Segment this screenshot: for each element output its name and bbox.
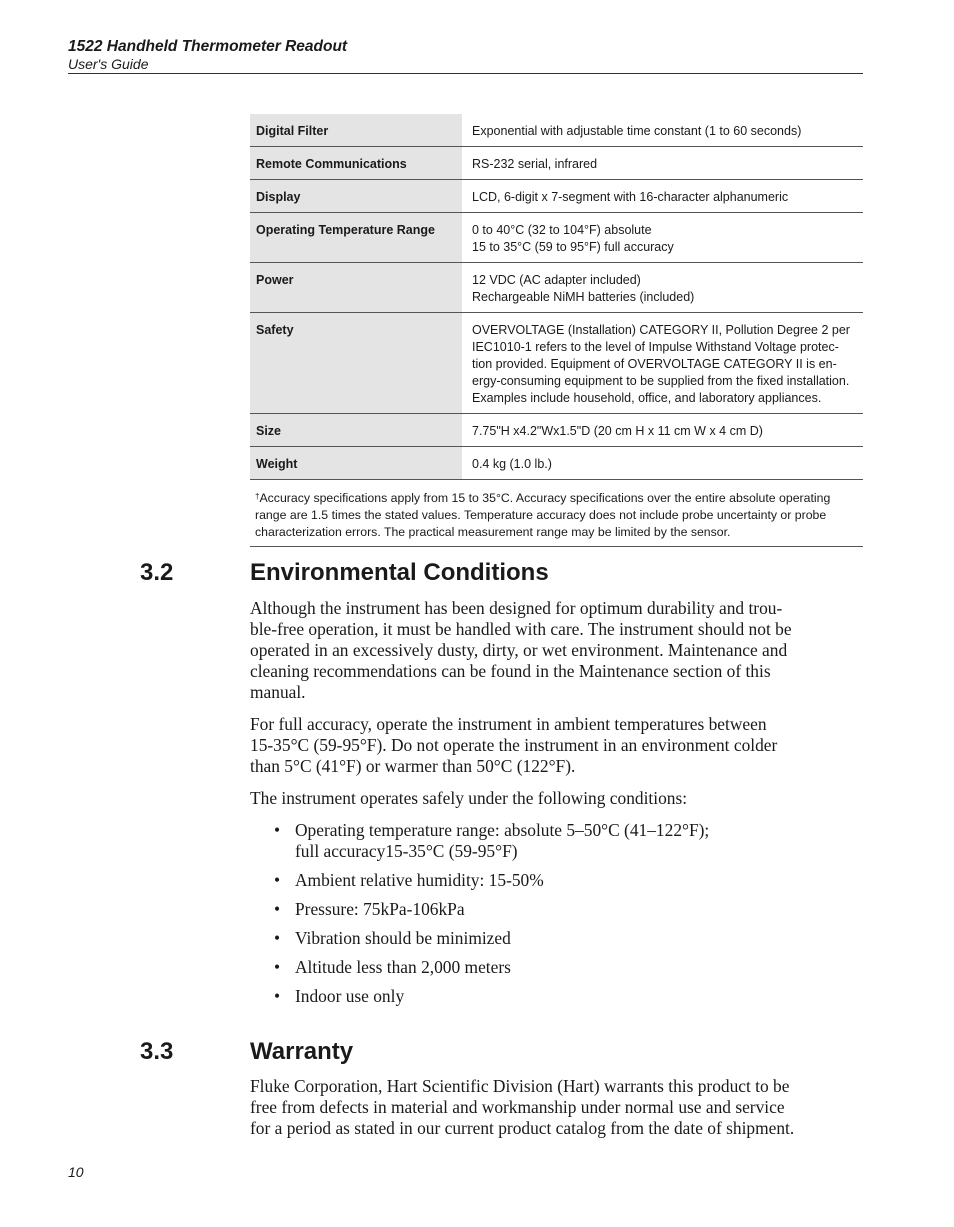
paragraph	[250, 714, 862, 777]
spec-row	[250, 213, 863, 263]
paragraph	[250, 598, 862, 703]
list-item	[250, 928, 862, 949]
spec-row	[250, 180, 863, 213]
spec-key: Safety	[250, 313, 462, 414]
bullet-icon: •	[274, 986, 281, 1006]
list-item-line: Indoor use only	[295, 986, 405, 1006]
paragraph-line: operated in an excessively dusty, dirty, or wet environment. Maintenance and	[250, 640, 788, 660]
list-item-line: Altitude less than 2,000 meters	[295, 957, 511, 977]
paragraph-line: manual.	[250, 682, 306, 702]
paragraph-line: free from defects in material and workmanship under normal use and service	[250, 1097, 785, 1117]
spec-value	[462, 447, 863, 480]
spec-value-line: LCD, 6-digit x 7-segment with 16-character alphanumeric	[472, 190, 789, 204]
spec-value-line: IEC1010-1 refers to the level of Impulse Withstand Voltage protec-	[472, 340, 839, 354]
spec-key: Size	[250, 414, 462, 447]
spec-key: Weight	[250, 447, 462, 480]
spec-row	[250, 263, 863, 313]
list-item-line: Operating temperature range: absolute 5–50°C (41–122°F);	[295, 820, 710, 840]
spec-row	[250, 414, 863, 447]
section-title: Warranty	[250, 1038, 354, 1065]
spec-row	[250, 147, 863, 180]
spec-value-line: 7.75"H x4.2"Wx1.5"D (20 cm H x 11 cm W x 4 cm D)	[472, 424, 763, 438]
list-item	[250, 820, 862, 862]
spec-value	[462, 414, 863, 447]
spec-row	[250, 313, 863, 414]
specifications-table-body	[250, 114, 863, 547]
paragraph-line: Although the instrument has been designed for optimum durability and trou-	[250, 598, 783, 618]
spec-footnote	[250, 480, 863, 547]
list-item	[250, 899, 862, 920]
spec-key: Display	[250, 180, 462, 213]
spec-row	[250, 114, 863, 147]
footnote-line: Accuracy specifications apply from 15 to 35°C. Accuracy specifications over the entire absolute operating	[259, 491, 831, 505]
spec-row	[250, 447, 863, 480]
section-number: 3.3	[140, 1038, 174, 1065]
spec-value-line: Examples include household, office, and laboratory appliances.	[472, 391, 822, 405]
paragraph-line: for a period as stated in our current product catalog from the date of shipment.	[250, 1118, 795, 1138]
paragraph-line: 15-35°C (59-95°F). Do not operate the instrument in an environment colder	[250, 735, 778, 755]
list-item-line: Vibration should be minimized	[295, 928, 511, 948]
spec-value-line: RS-232 serial, infrared	[472, 157, 598, 171]
page-number: 10	[68, 1164, 84, 1180]
warranty-paragraphs	[250, 1076, 862, 1139]
list-item-line: full accuracy15-35°C (59-95°F)	[295, 841, 518, 861]
spec-value-line: Rechargeable NiMH batteries (included)	[472, 290, 695, 304]
page-header	[68, 37, 863, 74]
paragraph-line: For full accuracy, operate the instrument in ambient temperatures between	[250, 714, 767, 734]
list-item	[250, 870, 862, 891]
spec-value	[462, 114, 863, 147]
spec-value	[462, 263, 863, 313]
list-item-line: Pressure: 75kPa-106kPa	[295, 899, 465, 919]
document-subtitle: User's Guide	[68, 56, 149, 72]
spec-value-line: 15 to 35°C (59 to 95°F) full accuracy	[472, 240, 674, 254]
spec-value	[462, 180, 863, 213]
spec-key: Remote Communications	[250, 147, 462, 180]
paragraph	[250, 788, 862, 809]
section-title: Environmental Conditions	[250, 559, 549, 586]
spec-value	[462, 213, 863, 263]
footnote-line: characterization errors. The practical measurement range may be limited by the sensor.	[255, 525, 731, 539]
paragraph-line: cleaning recommendations can be found in the Maintenance section of this	[250, 661, 771, 681]
paragraph-line: The instrument operates safely under the following conditions:	[250, 788, 688, 808]
list-item-line: Ambient relative humidity: 15-50%	[295, 870, 544, 890]
spec-footnote-row	[250, 480, 863, 547]
spec-value-line: tion provided. Equipment of OVERVOLTAGE CATEGORY II is en-	[472, 357, 837, 371]
environmental-section-body	[250, 598, 862, 1015]
spec-value	[462, 147, 863, 180]
spec-key: Operating Temperature Range	[250, 213, 462, 263]
spec-value-line: Exponential with adjustable time constant (1 to 60 seconds)	[472, 124, 802, 138]
spec-value-line: ergy-consuming equipment to be supplied from the fixed installation.	[472, 374, 850, 388]
section-number: 3.2	[140, 559, 174, 586]
environmental-conditions-list	[250, 820, 862, 1007]
specifications-table	[250, 114, 863, 547]
bullet-icon: •	[274, 870, 281, 890]
spec-value-line: 12 VDC (AC adapter included)	[472, 273, 641, 287]
list-item	[250, 986, 862, 1007]
bullet-icon: •	[274, 820, 281, 840]
spec-value-line: 0.4 kg (1.0 lb.)	[472, 457, 552, 471]
warranty-section-body	[250, 1076, 862, 1150]
spec-key: Digital Filter	[250, 114, 462, 147]
paragraph-line: than 5°C (41°F) or warmer than 50°C (122°F).	[250, 756, 576, 776]
bullet-icon: •	[274, 899, 281, 919]
footnote-line: range are 1.5 times the stated values. Temperature accuracy does not include probe uncertainty or probe	[255, 508, 827, 522]
document-title: 1522 Handheld Thermometer Readout	[68, 38, 348, 55]
bullet-icon: •	[274, 957, 281, 977]
spec-key: Power	[250, 263, 462, 313]
environmental-paragraphs	[250, 598, 862, 809]
footnote-mark: †	[255, 492, 260, 501]
spec-value-line: OVERVOLTAGE (Installation) CATEGORY II, Pollution Degree 2 per	[472, 323, 850, 337]
paragraph-line: Fluke Corporation, Hart Scientific Division (Hart) warrants this product to be	[250, 1076, 790, 1096]
paragraph-line: ble-free operation, it must be handled with care. The instrument should not be	[250, 619, 792, 639]
spec-value	[462, 313, 863, 414]
paragraph	[250, 1076, 862, 1139]
list-item	[250, 957, 862, 978]
bullet-icon: •	[274, 928, 281, 948]
spec-value-line: 0 to 40°C (32 to 104°F) absolute	[472, 223, 652, 237]
